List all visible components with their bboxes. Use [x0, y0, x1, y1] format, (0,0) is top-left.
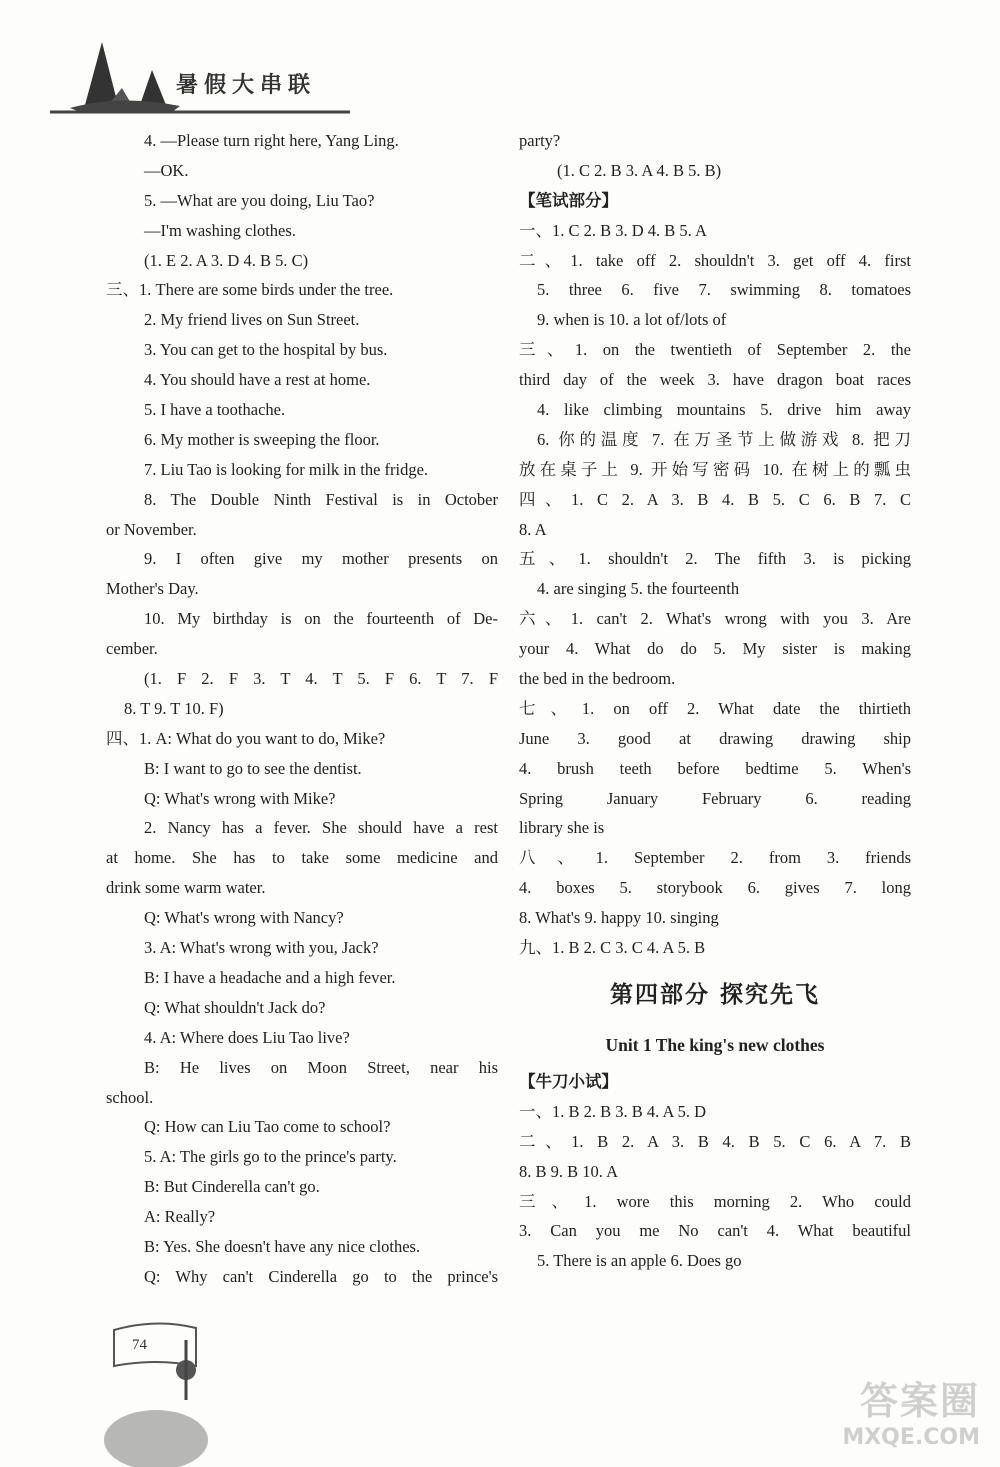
left-column-line: B: I have a headache and a high fever.	[144, 967, 396, 987]
left-column-line: B: He lives on Moon Street, near his	[144, 1057, 498, 1077]
right-column-line: 9. when is 10. a lot of/lots of	[537, 310, 727, 330]
right-column-line: 6. 你的温度 7. 在万圣节上做游戏 8. 把刀	[537, 429, 911, 449]
left-column-line: 三、1. There are some birds under the tree.	[106, 280, 394, 300]
watermark-text: 答案圈	[859, 1379, 980, 1423]
left-column-line: at home. She has to take some medicine and	[106, 848, 498, 868]
left-column-line: Mother's Day.	[106, 579, 199, 599]
left-column-line: B: Yes. She doesn't have any nice clothes.	[144, 1236, 421, 1256]
right-column-line: 八、1. September 2. from 3. friends	[519, 848, 911, 868]
left-column-line: or November.	[106, 519, 197, 539]
right-column-line: 3. Can you me No can't 4. What beautiful	[519, 1221, 911, 1241]
left-column-line: Q: How can Liu Tao come to school?	[144, 1117, 391, 1137]
left-column-line: 6. My mother is sweeping the floor.	[144, 429, 380, 449]
left-column-line: 9. I often give my mother presents on	[144, 549, 498, 569]
right-column-line: 二、1. take off 2. shouldn't 3. get off 4. first	[519, 250, 911, 270]
left-column-line: 10. My birthday is on the fourteenth of De-	[144, 609, 498, 629]
left-column-line: (1. F 2. F 3. T 4. T 5. F 6. T 7. F	[144, 669, 498, 689]
left-column-line: 3. You can get to the hospital by bus.	[144, 340, 388, 360]
left-column-line: 7. Liu Tao is looking for milk in the fridge.	[144, 459, 429, 479]
left-column-line: 2. Nancy has a fever. She should have a rest	[144, 818, 498, 838]
left-column-line: cember.	[106, 639, 158, 659]
right-column-line: June 3. good at drawing drawing ship	[519, 728, 911, 748]
sailboat-icon	[40, 0, 400, 120]
right-column-line: 8. B 9. B 10. A	[519, 1161, 619, 1181]
page-header	[0, 0, 1000, 120]
left-column-line: (1. E 2. A 3. D 4. B 5. C)	[144, 250, 309, 270]
left-column-line: 5. A: The girls go to the prince's party.	[144, 1147, 397, 1167]
right-column-line: 8. What's 9. happy 10. singing	[519, 908, 719, 928]
right-column-line: 五、1. shouldn't 2. The fifth 3. is picking	[519, 549, 911, 569]
left-column-line: school.	[106, 1087, 154, 1107]
left-column-line: drink some warm water.	[106, 878, 266, 898]
right-column-line: Unit 1 The king's new clothes	[605, 1034, 825, 1055]
right-column-line: third day of the week 3. have dragon boat races	[519, 370, 911, 390]
right-column-line: 4. brush teeth before bedtime 5. When's	[519, 758, 911, 778]
right-column-line: 四、1. C 2. A 3. B 4. B 5. C 6. B 7. C	[519, 489, 911, 509]
right-column-line: 5. three 6. five 7. swimming 8. tomatoes	[537, 280, 911, 300]
right-column-line: your 4. What do do 5. My sister is making	[519, 639, 911, 659]
right-column-line: party?	[519, 131, 561, 150]
right-column-line: 六、1. can't 2. What's wrong with you 3. Are	[519, 609, 911, 629]
left-column-line: Q: What's wrong with Mike?	[144, 788, 336, 808]
right-column-line: 放在桌子上 9. 开始写密码 10. 在树上的瓢虫	[519, 459, 911, 479]
right-column-line: Spring January February 6. reading	[519, 788, 911, 808]
book-series-title: 暑假大串联	[176, 72, 317, 98]
left-column-line: 2. My friend lives on Sun Street.	[144, 310, 360, 330]
right-column-line: (1. C 2. B 3. A 4. B 5. B)	[557, 160, 722, 180]
left-column-line: —OK.	[144, 160, 189, 180]
watermark	[780, 1360, 990, 1460]
right-column-line: 4. like climbing mountains 5. drive him away	[537, 400, 911, 420]
right-column-line: 二、1. B 2. A 3. B 4. B 5. C 6. A 7. B	[519, 1131, 911, 1151]
left-column-line: B: But Cinderella can't go.	[144, 1177, 320, 1197]
left-column-line: 4. —Please turn right here, Yang Ling.	[144, 131, 399, 150]
left-column-line: A: Really?	[144, 1207, 216, 1227]
right-column-line: 8. A	[519, 519, 547, 539]
left-column	[106, 126, 498, 1292]
left-column-line: B: I want to go to see the dentist.	[144, 758, 362, 778]
left-column-line: 8. The Double Ninth Festival is in October	[144, 489, 498, 509]
right-column-line: 七、1. on off 2. What date the thirtieth	[519, 698, 911, 718]
right-column-line: 【牛刀小试】	[519, 1071, 618, 1091]
page-footer	[96, 1300, 336, 1467]
left-column-line: 5. I have a toothache.	[144, 400, 286, 420]
right-column-line: 九、1. B 2. C 3. C 4. A 5. B	[519, 938, 706, 958]
left-column-line: 8. T 9. T 10. F)	[124, 698, 224, 718]
right-column-line: 一、1. C 2. B 3. D 4. B 5. A	[519, 220, 707, 240]
right-column-line: 三、1. wore this morning 2. Who could	[519, 1191, 911, 1211]
right-column	[519, 126, 911, 1276]
right-column-line: 一、1. B 2. B 3. B 4. A 5. D	[519, 1101, 707, 1121]
right-column-line: library she is	[519, 818, 605, 838]
left-column-line: 4. You should have a rest at home.	[144, 370, 371, 390]
right-column-line: 4. boxes 5. storybook 6. gives 7. long	[519, 878, 911, 898]
left-column-line: 3. A: What's wrong with you, Jack?	[144, 938, 379, 958]
page-number: 74	[132, 1337, 147, 1353]
left-column-line: 4. A: Where does Liu Tao live?	[144, 1027, 350, 1047]
left-column-line: —I'm washing clothes.	[144, 220, 296, 240]
left-column-line: Q: Why can't Cinderella go to the prince's	[144, 1266, 498, 1286]
right-column-line: 【笔试部分】	[519, 190, 618, 210]
right-column-line: 5. There is an apple 6. Does go	[537, 1251, 742, 1271]
watermark-url: MXQE.COM	[842, 1425, 980, 1450]
right-column-line: 三、1. on the twentieth of September 2. the	[519, 340, 911, 360]
left-column-line: 四、1. A: What do you want to do, Mike?	[106, 728, 386, 748]
left-column-line: Q: What shouldn't Jack do?	[144, 997, 326, 1017]
left-column-line: Q: What's wrong with Nancy?	[144, 908, 344, 928]
right-column-line: 4. are singing 5. the fourteenth	[537, 579, 740, 599]
right-column-line: 第四部分 探究先飞	[609, 981, 820, 1008]
right-column-line: the bed in the bedroom.	[519, 669, 676, 689]
left-column-line: 5. —What are you doing, Liu Tao?	[144, 190, 375, 210]
footer-decoration-icon	[96, 1300, 336, 1467]
